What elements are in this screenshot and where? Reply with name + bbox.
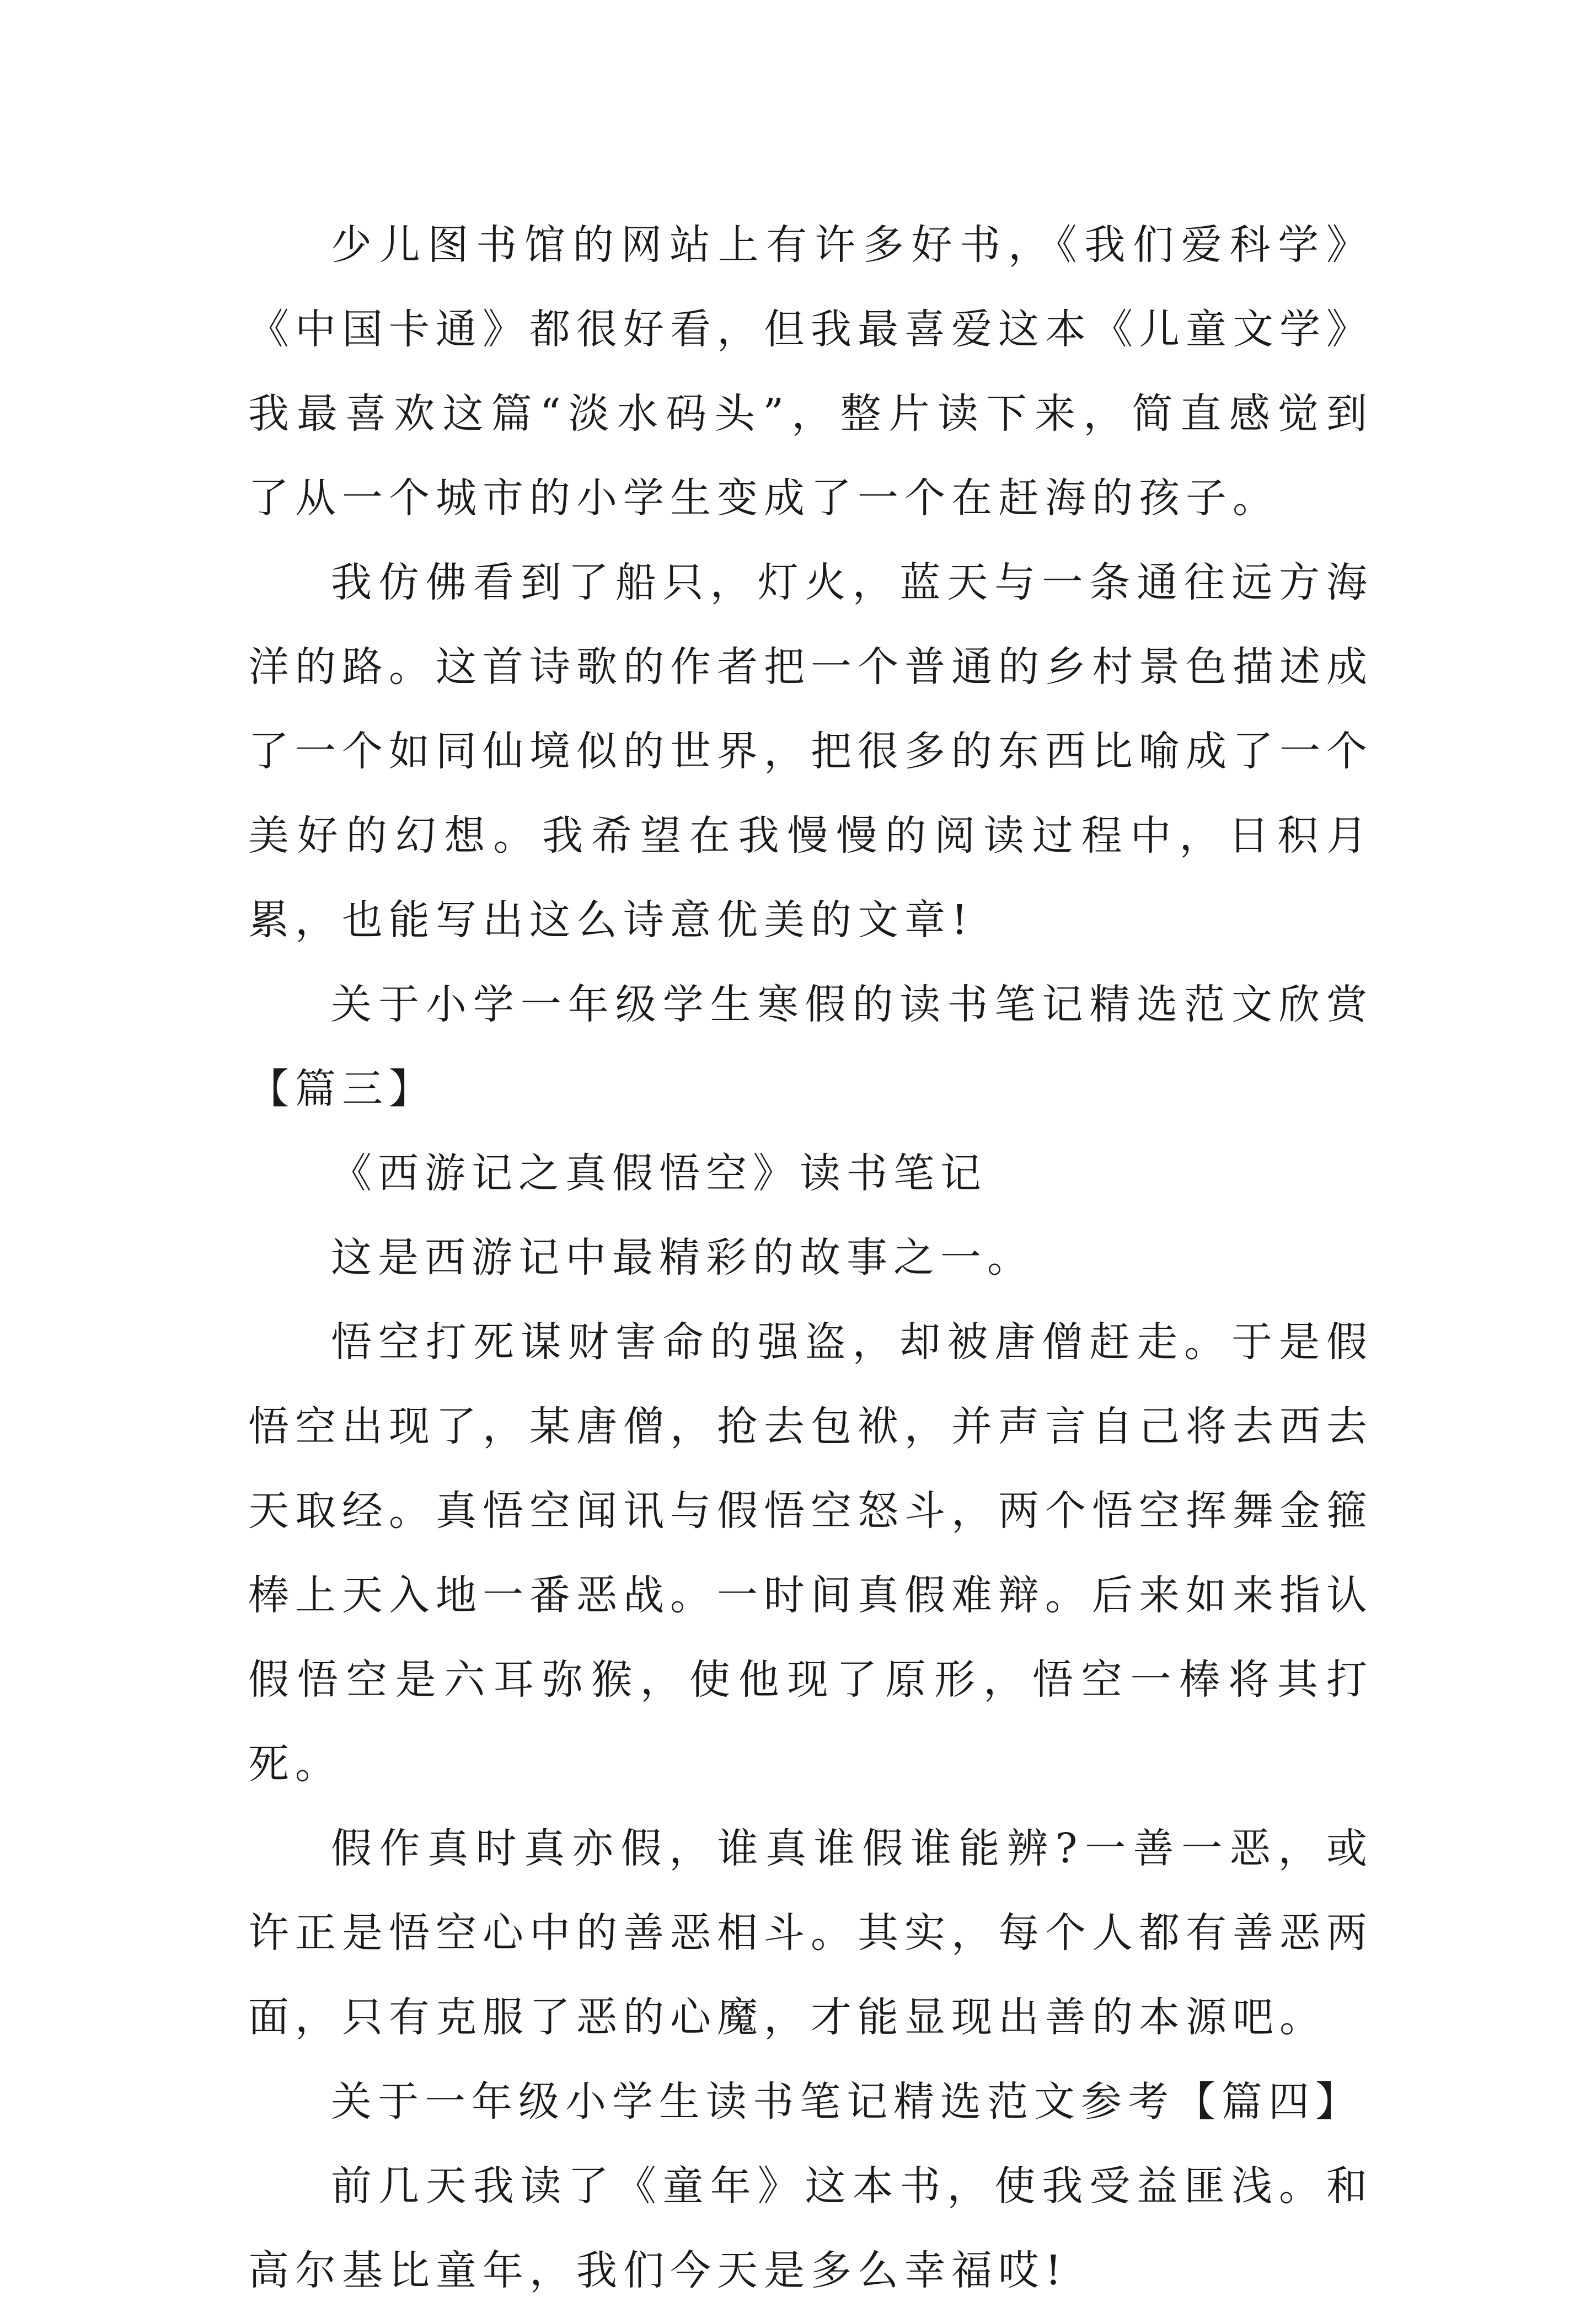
paragraph-story-intro: 这是西游记中最精彩的故事之一。 — [331, 1234, 1034, 1281]
section-heading-part-three: 关于小学一年级学生寒假的读书笔记精选范文欣赏【篇三】 — [248, 981, 1373, 1113]
paragraph-library-books: 少儿图书馆的网站上有许多好书，《我们爱科学》《中国卡通》都很好看，但我最喜爱这本《儿童文学》我最喜欢这篇“淡水码头”，整片读下来，简直感觉到了从一个城市的小学生变成了一个在赶海的孩子。 — [248, 221, 1373, 522]
paragraph-poem-impression: 我仿佛看到了船只，灯火，蓝天与一条通往远方海洋的路。这首诗歌的作者把一个普通的乡村景色描述成了一个如同仙境似的世界，把很多的东西比喻成了一个美好的幻想。我希望在我慢慢的阅读过程中，日积月累，也能写出这么诗意优美的文章! — [248, 559, 1373, 944]
note-title-journey-west: 《西游记之真假悟空》读书笔记 — [331, 1150, 987, 1197]
paragraph-reflection: 假作真时真亦假，谁真谁假谁能辨?一善一恶，或许正是悟空心中的善恶相斗。其实，每个人都有善恶两面，只有克服了恶的心魔，才能显现出善的本源吧。 — [248, 1825, 1373, 2041]
document-body — [248, 203, 1373, 2313]
section-heading-part-four: 关于一年级小学生读书笔记精选范文参考【篇四】 — [331, 2078, 1362, 2125]
paragraph-story-summary: 悟空打死谋财害命的强盗，却被唐僧赶走。于是假悟空出现了，某唐僧，抢去包袱，并声言自己将去西去天取经。真悟空闻讯与假悟空怒斗，两个悟空挥舞金箍棒上天入地一番恶战。一时间真假难辩。后来如来指认假悟空是六耳弥猴，使他现了原形，悟空一棒将其打死。 — [248, 1318, 1373, 1788]
paragraph-childhood: 前几天我读了《童年》这本书，使我受益匪浅。和高尔基比童年，我们今天是多么幸福哎! — [248, 2162, 1373, 2294]
